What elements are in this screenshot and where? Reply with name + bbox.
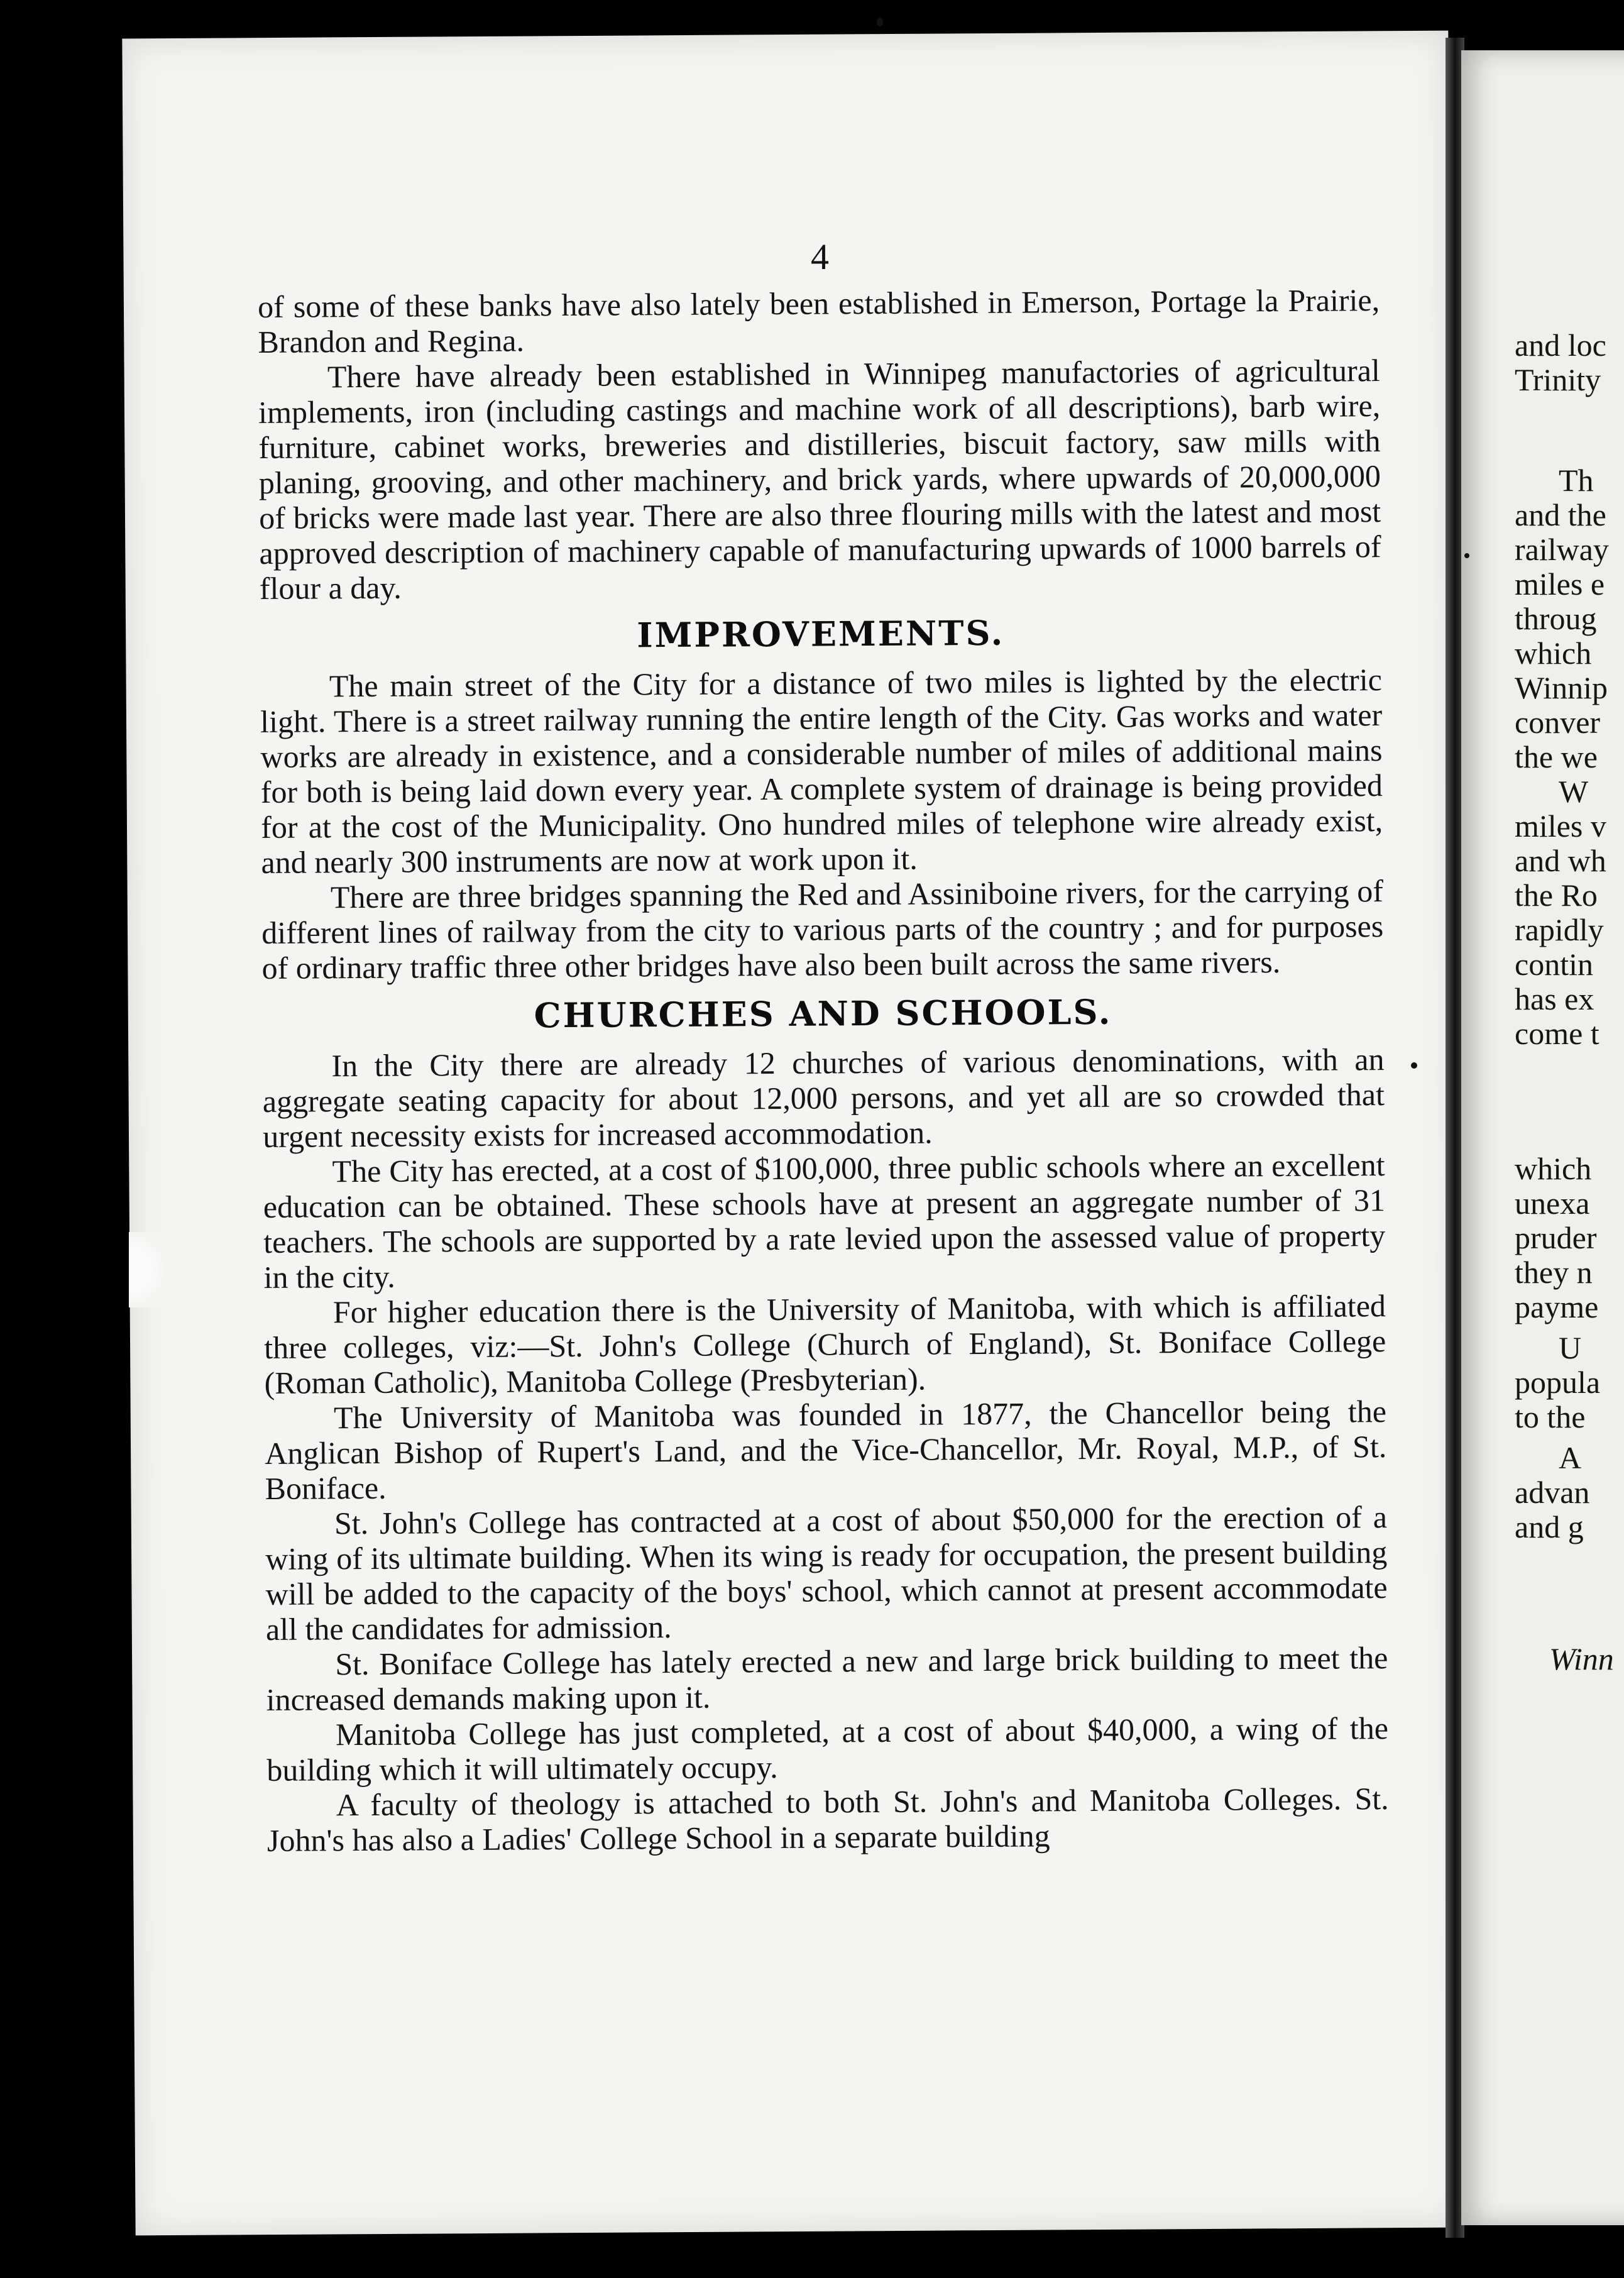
right-fragment: and g bbox=[1515, 1509, 1584, 1544]
paragraph-manufactories: There have already been established in Winnipeg manufactories of agricultural implements, iron (including castings and machine work of all descriptions), barb wire, furniture, cabinet works, breweries and distilleries, biscuit factory, saw mills with planing, grooving, and other machinery, and brick yards, where upwards of 20,000,000 of bricks were made last year. There are also three flouring mills with the latest and most approved description of machinery capable of manufacturing upwards of 1000 barrels of flour a day. bbox=[258, 353, 1381, 606]
heading-improvements: IMPROVEMENTS. bbox=[637, 612, 1005, 656]
paragraph-university: For higher education there is the University of Manitoba, with which is affiliated three colleges, viz:—St. John's College (Church of England), St. Boniface College (Roman Catholic), Manitoba College (Presbyterian). bbox=[264, 1288, 1386, 1400]
right-fragment: railway bbox=[1515, 532, 1609, 567]
right-fragment: contin bbox=[1515, 947, 1593, 982]
right-fragment: A bbox=[1559, 1440, 1582, 1475]
right-fragment: popula bbox=[1515, 1365, 1601, 1400]
right-fragment: to the bbox=[1515, 1399, 1586, 1434]
right-fragment: and loc bbox=[1515, 327, 1606, 363]
right-fragment: Trinity bbox=[1515, 362, 1601, 397]
right-fragment: throug bbox=[1515, 601, 1597, 636]
ink-speck bbox=[1464, 553, 1469, 558]
right-fragment: come t bbox=[1515, 1016, 1599, 1051]
right-fragment: advan bbox=[1515, 1475, 1590, 1510]
right-fragment: payme bbox=[1515, 1289, 1599, 1324]
right-fragment: conver bbox=[1515, 705, 1601, 740]
right-fragment: they n bbox=[1515, 1255, 1593, 1290]
page-number: 4 bbox=[811, 236, 829, 277]
right-fragment: Winnip bbox=[1515, 670, 1608, 705]
paragraph-churches: In the City there are already 12 churches of various denominations, with an aggregate seating capacity for about 12,000 persons, and yet all are so crowded that urgent necessity exists for increased accommodation. bbox=[262, 1042, 1385, 1154]
right-fragment: has ex bbox=[1515, 981, 1594, 1016]
right-fragment: which bbox=[1515, 1151, 1592, 1186]
right-fragment: unexa bbox=[1515, 1186, 1590, 1221]
right-fragment: miles e bbox=[1515, 566, 1605, 602]
right-fragment: and the bbox=[1515, 497, 1606, 532]
paragraph-main-street: The main street of the City for a distance of two miles is lighted by the electric light. There is a street railway running the entire length of the City. Gas works and water works are already in existence, and a considerable number of miles of additional mains for both is being laid down every year. A complete system of drainage is being provided for at the cost of the Municipality. Ono hundred miles of telephone wire already exist, and nearly 300 instruments are now at work upon it. bbox=[260, 662, 1383, 880]
main-text-column bbox=[258, 282, 1389, 1858]
paragraph-st-boniface: St. Boniface College has lately erected a new and large brick building to meet the increased demands making upon it. bbox=[266, 1640, 1388, 1717]
paragraph-banks: of some of these banks have also lately been established in Emerson, Portage la Prairie, Brandon and Regina. bbox=[258, 282, 1380, 360]
paragraph-university-founded: The University of Manitoba was founded in 1877, the Chancellor being the Anglican Bishop of Rupert's Land, and the Vice-Chancellor, Mr. Royal, M.P., of St. Boniface. bbox=[265, 1394, 1387, 1506]
heading-churches-and-schools: CHURCHES AND SCHOOLS. bbox=[534, 991, 1112, 1036]
paragraph-bridges: There are three bridges spanning the Red and Assiniboine rivers, for the carrying of different lines of railway from the city to various parts of the country ; and for purposes of ordinary traffic three other bridges have also been built across the same rivers. bbox=[261, 873, 1384, 986]
paragraph-st-johns: St. John's College has contracted at a cost of about $50,000 for the erection of a wing of its ultimate building. When its wing is ready for occupation, the present building will be added to the capacity of the boys' school, which cannot at present accommodate all the candidates for admission. bbox=[265, 1499, 1388, 1647]
paragraph-public-schools: The City has erected, at a cost of $100,000, three public schools where an excellent education can be obtained. These schools have at present an aggregate number of 31 teachers. The schools are supported by a rate levied upon the assessed value of property in the city. bbox=[263, 1147, 1386, 1295]
right-fragment: the Ro bbox=[1515, 878, 1598, 913]
right-fragment: rapidly bbox=[1515, 912, 1604, 947]
right-fragment: and wh bbox=[1515, 843, 1606, 878]
right-fragment: the we bbox=[1515, 739, 1598, 774]
ink-speck bbox=[877, 18, 883, 26]
right-fragment: pruder bbox=[1515, 1220, 1597, 1255]
paragraph-theology: A faculty of theology is attached to both St. John's and Manitoba Colleges. St. John's has also a Ladies' College School in a separate building bbox=[266, 1781, 1389, 1858]
ink-speck bbox=[1411, 1062, 1417, 1069]
right-fragment: Winn bbox=[1549, 1641, 1614, 1676]
paragraph-manitoba-college: Manitoba College has just completed, at a cost of about $40,000, a wing of the building which it will ultimately occupy. bbox=[266, 1710, 1389, 1788]
right-fragment: miles v bbox=[1515, 808, 1606, 844]
right-fragment: which bbox=[1515, 636, 1592, 671]
right-fragment: U bbox=[1559, 1330, 1582, 1365]
right-fragment: W bbox=[1559, 774, 1589, 809]
right-fragment: Th bbox=[1559, 463, 1594, 498]
paper-tear-mark bbox=[129, 1232, 167, 1307]
